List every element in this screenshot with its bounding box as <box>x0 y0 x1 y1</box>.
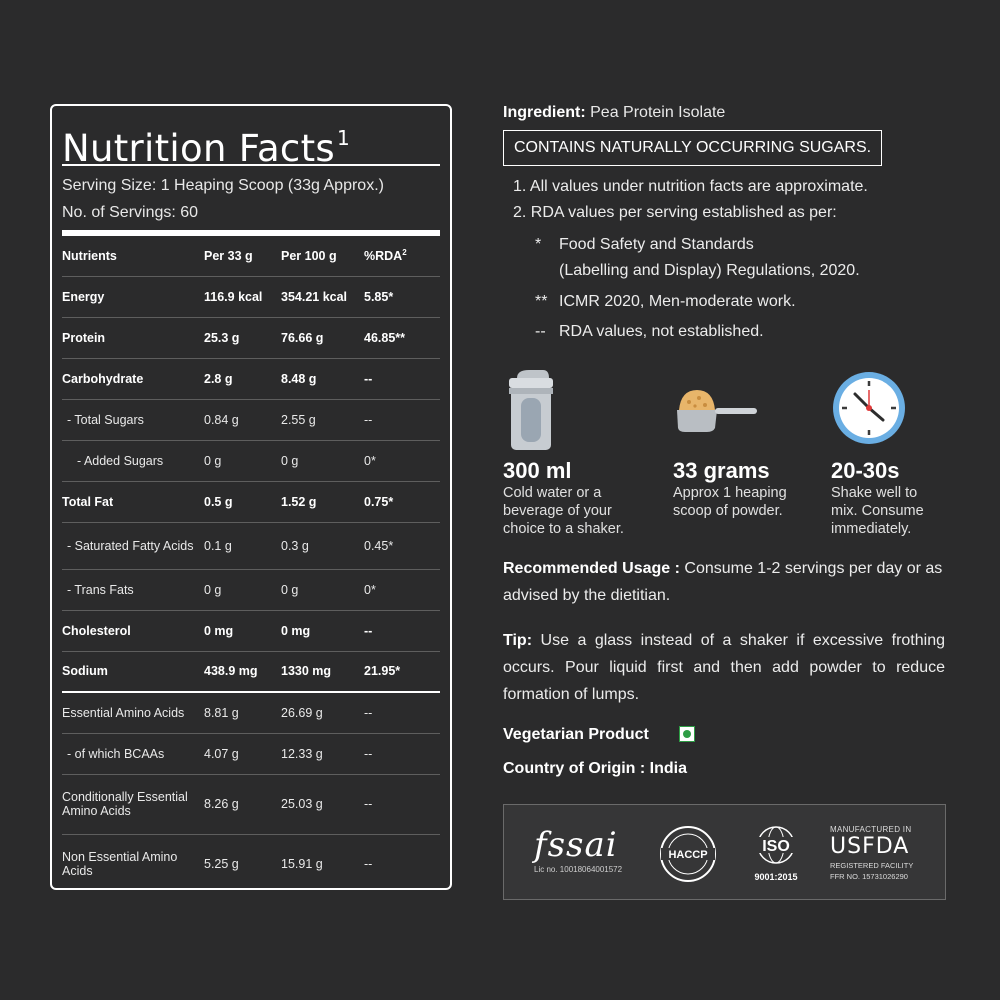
product-info-column <box>503 100 948 882</box>
prep-step-desc-line: mix. Consume <box>831 503 924 519</box>
nutrient-name: Essential Amino Acids <box>62 692 204 733</box>
sugar-notice: CONTAINS NATURALLY OCCURRING SUGARS. <box>503 130 882 166</box>
nutrient-rda: 0.75* <box>364 481 440 522</box>
nutrient-per100: 25.03 g <box>281 774 364 834</box>
nutrient-per33: 0 mg <box>204 610 281 651</box>
nutrient-row <box>62 317 440 358</box>
rda-source-item <box>503 289 948 315</box>
nutrient-row <box>62 440 440 481</box>
nutrient-row <box>62 481 440 522</box>
nutrient-rda: 21.95* <box>364 651 440 692</box>
nutrient-name: Sodium <box>62 651 204 692</box>
nutrient-per33: 0 g <box>204 440 281 481</box>
nutrient-row <box>62 569 440 610</box>
usfda-manufactured: MANUFACTURED IN <box>830 825 912 834</box>
rda-source-text: RDA values, not established. <box>559 323 764 340</box>
nutrient-per100: 354.21 kcal <box>281 276 364 317</box>
rda-source-mark: -- <box>535 323 546 340</box>
rda-source-item <box>503 319 948 345</box>
nutrition-title-footnote: 1 <box>336 126 350 150</box>
note-item: 2. RDA values per serving established as per: <box>513 204 837 221</box>
nutrient-row <box>62 399 440 440</box>
nutrient-row <box>62 834 440 893</box>
nutrient-per100: 2.55 g <box>281 399 364 440</box>
nutrient-per33: 0.84 g <box>204 399 281 440</box>
preparation-steps <box>503 368 948 538</box>
serving-size: Serving Size: 1 Heaping Scoop (33g Approx.) <box>62 177 384 194</box>
vegetarian-label: Vegetarian Product <box>503 726 649 743</box>
nutrient-per33: 0 g <box>204 569 281 610</box>
rda-source-mark: * <box>535 236 542 253</box>
header-rda <box>364 236 440 276</box>
nutrition-title <box>62 116 440 170</box>
rda-source-mark: ** <box>535 293 548 310</box>
table-header-row <box>62 236 440 276</box>
nutrient-row <box>62 733 440 774</box>
iso-number: 9001:2015 <box>754 872 798 882</box>
prep-step-amount: 33 grams <box>673 458 770 483</box>
scoop-icon <box>673 368 823 458</box>
nutrient-per33: 8.26 g <box>204 774 281 834</box>
nutrient-name: - Total Sugars <box>62 399 204 440</box>
recommended-usage <box>503 555 943 609</box>
ingredient-label: Ingredient: <box>503 104 586 121</box>
prep-step-shake <box>831 368 981 538</box>
nutrition-table <box>62 236 440 893</box>
tip <box>503 627 945 708</box>
nutrient-row <box>62 692 440 733</box>
nutrient-name: Cholesterol <box>62 610 204 651</box>
nutrient-per100: 1330 mg <box>281 651 364 692</box>
nutrient-rda: -- <box>364 856 373 871</box>
nutrient-name: Carbohydrate <box>62 358 204 399</box>
haccp-seal-icon <box>659 825 717 883</box>
nutrient-per100: 1.52 g <box>281 481 364 522</box>
nutrient-per33: 8.81 g <box>204 692 281 733</box>
nutrient-per100: 8.48 g <box>281 358 364 399</box>
country-of-origin: Country of Origin : India <box>503 760 687 777</box>
prep-step-amount: 300 ml <box>503 458 572 483</box>
nutrient-rda: -- <box>364 774 440 834</box>
prep-step-desc <box>673 484 823 520</box>
rda-source-line: (Labelling and Display) Regulations, 2020. <box>559 262 860 279</box>
nutrient-row <box>62 276 440 317</box>
prep-step-desc <box>503 484 653 538</box>
prep-step-desc-line: scoop of powder. <box>673 503 783 519</box>
rda-sources <box>503 232 948 345</box>
nutrient-name: Non Essential Amino Acids <box>62 849 178 878</box>
nutrient-per33: 2.8 g <box>204 358 281 399</box>
nutrient-rda: -- <box>364 399 440 440</box>
nutrient-per100: 26.69 g <box>281 692 364 733</box>
fssai-logo <box>534 827 626 923</box>
nutrient-rda: -- <box>364 733 440 774</box>
prep-step-desc-line: immediately. <box>831 521 912 537</box>
haccp-text: HACCP <box>668 849 708 861</box>
nutrient-per100: 0.3 g <box>281 522 364 569</box>
prep-step-water <box>503 368 653 538</box>
nutrient-per100: 15.91 g <box>281 856 323 871</box>
fssai-license: Lic no. 10018064001572 <box>534 865 623 874</box>
usage-text: Consume 1-2 servings per day or as advised by the dietitian. <box>503 560 943 604</box>
header-per33: Per 33 g <box>204 236 281 276</box>
rda-source-text: ICMR 2020, Men-moderate work. <box>559 293 796 310</box>
nutrient-name: Conditionally Essential Amino Acids <box>62 774 204 834</box>
serving-info <box>62 166 440 226</box>
shaker-icon <box>503 368 653 458</box>
nutrient-per100: 0 mg <box>281 610 364 651</box>
usfda-ffr: FFR NO. 15731026290 <box>830 872 908 881</box>
nutrient-per100: 0 g <box>281 569 364 610</box>
nutrient-rda: 46.85** <box>364 317 440 358</box>
nutrient-row <box>62 651 440 692</box>
nutrient-rda: 0* <box>364 440 440 481</box>
veg-symbol-icon <box>679 726 695 742</box>
nutrient-per100: 76.66 g <box>281 317 364 358</box>
header-nutrients: Nutrients <box>62 236 204 276</box>
nutrient-name: - of which BCAAs <box>62 733 204 774</box>
prep-step-desc-line: beverage of your <box>503 503 612 519</box>
prep-step-desc-line: Shake well to <box>831 485 918 501</box>
ingredient-line <box>503 100 948 126</box>
certifications-strip <box>503 804 946 900</box>
servings-count: No. of Servings: 60 <box>62 204 199 221</box>
tip-text: Use a glass instead of a shaker if excessive frothing occurs. Pour liquid first and then add powder to reduce formation of lumps. <box>503 632 945 703</box>
clock-icon <box>831 368 981 458</box>
nutrient-per33: 0.1 g <box>204 522 281 569</box>
usfda-registered: REGISTERED FACILITY <box>830 861 914 870</box>
usfda-badge <box>830 825 940 921</box>
nutrient-name: Total Fat <box>62 481 204 522</box>
nutrient-per33: 438.9 mg <box>204 651 281 692</box>
nutrition-facts-panel <box>50 104 452 890</box>
nutrient-row <box>62 774 440 834</box>
nutrient-row <box>62 522 440 569</box>
nutrient-name: Energy <box>62 276 204 317</box>
nutrient-rda: 5.85* <box>364 276 440 317</box>
nutrient-per33: 4.07 g <box>204 733 281 774</box>
nutrient-row <box>62 610 440 651</box>
usage-label: Recommended Usage : <box>503 560 680 577</box>
header-rda-text: %RDA <box>364 249 403 264</box>
nutrient-rda: 0.45* <box>364 522 440 569</box>
fssai-wordmark: fssai <box>534 825 618 865</box>
usfda-wordmark: USFDA <box>830 834 910 859</box>
nutrient-per100: 0 g <box>281 440 364 481</box>
tip-label: Tip: <box>503 632 533 649</box>
nutrient-per33: 25.3 g <box>204 317 281 358</box>
rda-source-text <box>559 232 860 284</box>
notes-list <box>503 174 948 226</box>
header-rda-footnote: 2 <box>402 248 407 258</box>
iso-logo <box>750 825 802 921</box>
nutrient-rda: -- <box>364 358 440 399</box>
header-per100: Per 100 g <box>281 236 364 276</box>
nutrient-rda: -- <box>364 692 440 733</box>
prep-step-desc-line: Approx 1 heaping <box>673 485 787 501</box>
iso-text: ISO <box>762 838 790 855</box>
nutrient-name: - Added Sugars <box>62 440 204 481</box>
nutrient-row <box>62 358 440 399</box>
prep-step-amount: 20-30s <box>831 458 900 483</box>
prep-step-desc <box>831 484 981 538</box>
nutrient-per33: 116.9 kcal <box>204 276 281 317</box>
nutrient-rda: 0* <box>364 569 440 610</box>
nutrient-per33: 0.5 g <box>204 481 281 522</box>
prep-step-desc-line: choice to a shaker. <box>503 521 624 537</box>
nutrient-name: - Trans Fats <box>62 569 204 610</box>
nutrient-name: Protein <box>62 317 204 358</box>
nutrition-title-text: Nutrition Facts <box>62 127 335 170</box>
prep-step-powder <box>673 368 823 520</box>
rda-source-line: Food Safety and Standards <box>559 236 754 253</box>
nutrient-per33: 5.25 g <box>204 856 239 871</box>
nutrient-name: - Saturated Fatty Acids <box>62 522 204 569</box>
nutrient-rda: -- <box>364 610 440 651</box>
nutrient-per100: 12.33 g <box>281 733 364 774</box>
ingredient-value: Pea Protein Isolate <box>590 104 726 121</box>
prep-step-desc-line: Cold water or a <box>503 485 602 501</box>
note-item: 1. All values under nutrition facts are approximate. <box>513 178 868 195</box>
rda-source-item <box>503 232 948 284</box>
